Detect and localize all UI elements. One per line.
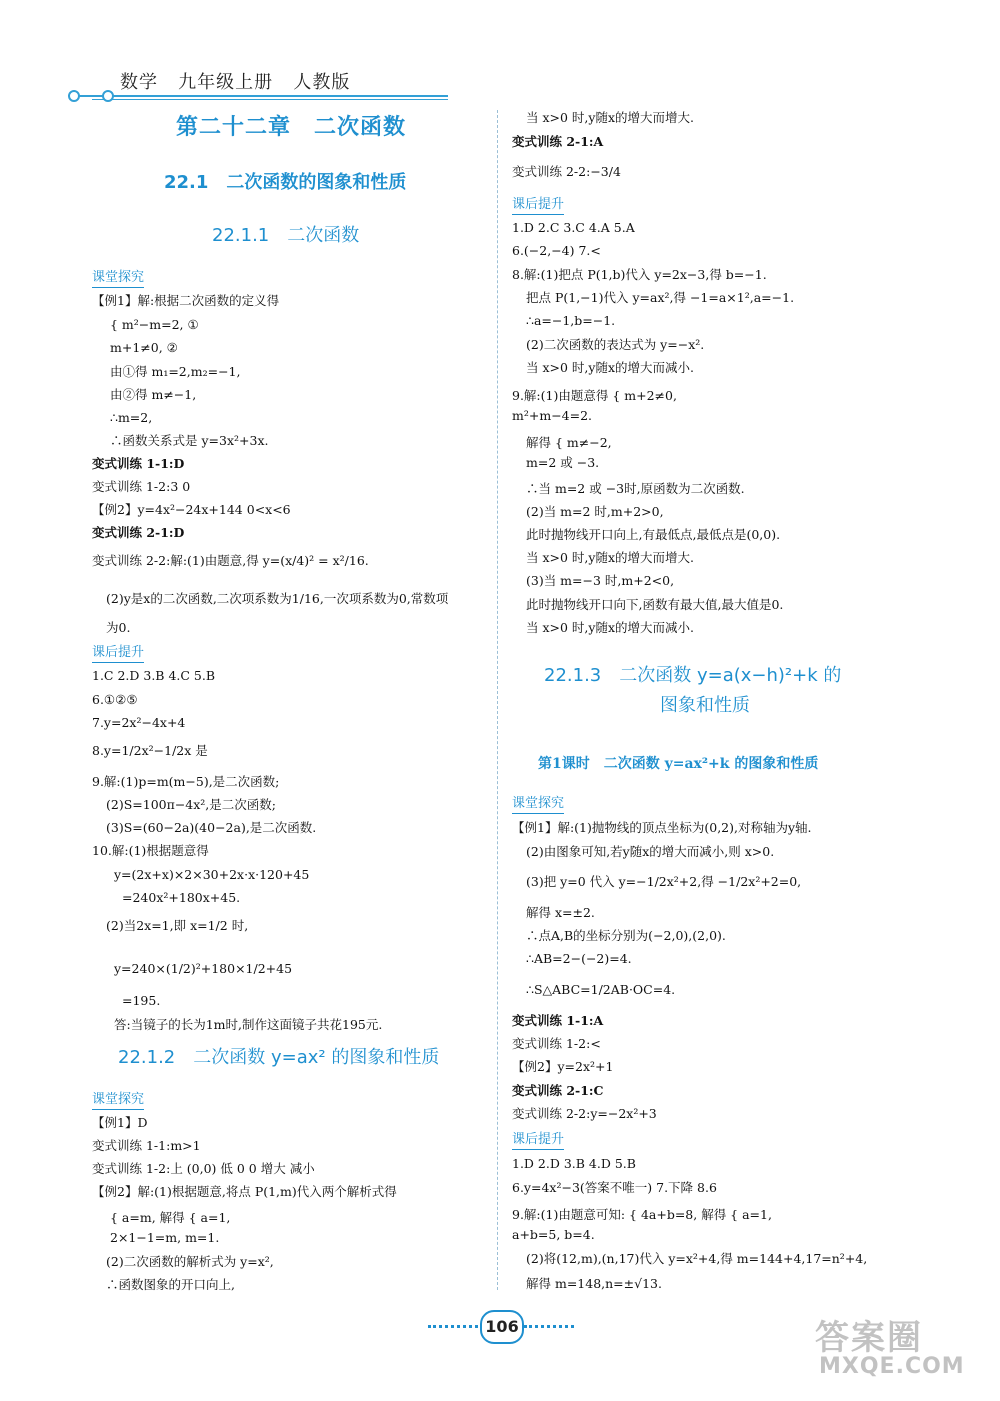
text-line: { m²−m=2, ① [110,317,199,332]
header-rule-thin [92,99,448,100]
text-line: 【例1】解:根据二次函数的定义得 [92,293,280,308]
text-line: { a=m, 解得 { a=1, [110,1210,231,1225]
text-line: 此时抛物线开口向下,函数有最大值,最大值是0. [526,597,784,612]
text-line: 变式训练 2-1:D [92,525,185,540]
text-line: 由②得 m≠−1, [110,387,197,402]
text-line: 变式训练 1-1:A [512,1013,604,1028]
section-title: 22.1 二次函数的图象和性质 [164,172,407,193]
text-line: 【例2】解:(1)根据题意,将点 P(1,m)代入两个解析式得 [92,1184,397,1199]
text-line: ∴当 m=2 或 −3时,原函数为二次函数. [526,481,745,496]
text-line: (2)S=100π−4x²,是二次函数; [106,797,276,812]
text-line: y=240×(1/2)²+180×1/2+45 [114,961,293,976]
text-line: 变式训练 1-1:D [92,456,185,471]
text-line: ∴函数图象的开口向上, [106,1277,235,1292]
text-line: (3)当 m=−3 时,m+2<0, [526,573,675,588]
tag-after-class: 课后提升 [92,645,144,663]
footer-dots [428,1325,478,1328]
tag-after-class: 课后提升 [512,197,564,215]
page-number: 106 [480,1310,524,1344]
text-line: 6.①②⑤ [92,692,138,707]
text-line: 当 x>0 时,y随x的增大而减小. [526,360,694,375]
text-line: 变式训练 2-2:−3/4 [512,164,621,179]
text-line: 8.y=1/2x²−1/2x 是 [92,743,208,758]
text-line: ∴S△ABC=1/2AB·OC=4. [526,982,676,997]
text-line: 【例2】y=2x²+1 [512,1059,614,1074]
text-line: 9.解:(1)由题意得 { m+2≠0, [512,388,677,403]
text-line: 解得 x=±2. [526,905,595,920]
chapter-title: 第二十二章 二次函数 [176,115,407,140]
tag-classroom: 课堂探究 [92,1092,144,1110]
text-line: 变式训练 1-2:< [512,1036,601,1051]
subsection-title: 22.1.1 二次函数 [212,225,360,246]
text-line: 10.解:(1)根据题意得 [92,843,209,858]
text-line: 由①得 m₁=2,m₂=−1, [110,364,241,379]
text-line: ∴点A,B的坐标分别为(−2,0),(2,0). [526,928,726,943]
text-line: 6.y=4x²−3(答案不唯一) 7.下降 8.6 [512,1180,717,1195]
text-line: 当 x>0 时,y随x的增大而减小. [526,620,694,635]
header-dot-icon [68,90,80,102]
text-line: (2)将(12,m),(n,17)代入 y=x²+4,得 m=144+4,17=n²+4, [526,1251,868,1266]
text-line: 【例1】D [92,1115,148,1130]
tag-after-class: 课后提升 [512,1132,564,1150]
text-line: =195. [122,993,161,1008]
text-line: 为0. [106,620,131,635]
text-line: (2)二次函数的表达式为 y=−x². [526,337,705,352]
text-line: (2)当2x=1,即 x=1/2 时, [106,918,249,933]
text-line: 8.解:(1)把点 P(1,b)代入 y=2x−3,得 b=−1. [512,267,767,282]
text-line: ∴a=−1,b=−1. [526,313,616,328]
text-line: 当 x>0 时,y随x的增大而增大. [526,110,694,125]
text-line: 2×1−1=m, m=1. [110,1230,220,1245]
text-line: 变式训练 1-2:3 0 [92,479,191,494]
text-line: 9.解:(1)p=m(m−5),是二次函数; [92,774,280,789]
text-line: m+1≠0, ② [110,340,178,355]
text-line: 解得 m=148,n=±√13. [526,1276,662,1291]
subsection2-title: 22.1.2 二次函数 y=ax² 的图象和性质 [118,1047,440,1068]
text-line: (2)当 m=2 时,m+2>0, [526,504,664,519]
subsection3-title: 22.1.3 二次函数 y=a(x−h)²+k 的 [544,665,842,686]
text-line: ∴AB=2−(−2)=4. [526,951,632,966]
column-divider [497,110,498,1290]
text-line: m²+m−4=2. [512,408,593,423]
text-line: 【例1】解:(1)抛物线的顶点坐标为(0,2),对称轴为y轴. [512,820,812,835]
text-line: 变式训练 1-2:上 (0,0) 低 0 0 增大 减小 [92,1161,315,1176]
text-line: a+b=5, b=4. [512,1227,595,1242]
text-line: 9.解:(1)由题意可知: { 4a+b=8, 解得 { a=1, [512,1207,772,1222]
header-dot-icon [102,90,114,102]
text-line: 1.C 2.D 3.B 4.C 5.B [92,668,216,683]
text-line: y=(2x+x)×2×30+2x·x·120+45 [114,867,310,882]
text-line: 当 x>0 时,y随x的增大而增大. [526,550,694,565]
text-line: 7.y=2x²−4x+4 [92,715,186,730]
text-line: 变式训练 2-2:解:(1)由题意,得 y=(x/4)² = x²/16. [92,553,369,568]
text-line: 变式训练 1-1:m>1 [92,1138,201,1153]
text-line: (2)y是x的二次函数,二次项系数为1/16,一次项系数为0,常数项 [106,591,449,606]
text-line: ∴函数关系式是 y=3x²+3x. [110,433,269,448]
footer-dots [524,1325,574,1328]
text-line: (3)把 y=0 代入 y=−1/2x²+2,得 −1/2x²+2=0, [526,874,802,889]
watermark-line1: 答案圈 [815,1318,923,1358]
text-line: 变式训练 2-1:A [512,134,604,149]
text-line: 此时抛物线开口向上,有最低点,最低点是(0,0). [526,527,781,542]
text-line: 变式训练 2-1:C [512,1083,604,1098]
text-line: 把点 P(1,−1)代入 y=ax²,得 −1=a×1²,a=−1. [526,290,795,305]
text-line: =240x²+180x+45. [122,890,241,905]
lesson-title: 第1课时 二次函数 y=ax²+k 的图象和性质 [538,756,819,772]
text-line: (3)S=(60−2a)(40−2a),是二次函数. [106,820,317,835]
text-line: 1.D 2.C 3.C 4.A 5.A [512,220,635,235]
page-header [72,60,452,110]
text-line: 1.D 2.D 3.B 4.D 5.B [512,1156,636,1171]
text-line: 解得 { m≠−2, [526,435,612,450]
header-rule [72,95,448,97]
watermark-logo [815,1310,965,1379]
text-line: 6.(−2,−4) 7.< [512,243,601,258]
tag-classroom: 课堂探究 [92,270,144,288]
text-line: 【例2】y=4x²−24x+144 0<x<6 [92,502,291,517]
text-line: 答:当镜子的长为1m时,制作这面镜子共花195元. [114,1017,383,1032]
text-line: 变式训练 2-2:y=−2x²+3 [512,1106,657,1121]
text-line: (2)二次函数的解析式为 y=x², [106,1254,274,1269]
header-text: 数学 九年级上册 人教版 [120,72,351,93]
subsection3-title-line2: 图象和性质 [660,695,750,716]
tag-classroom: 课堂探究 [512,796,564,814]
text-line: ∴m=2, [110,410,153,425]
text-line: (2)由图象可知,若y随x的增大而减小,则 x>0. [526,844,775,859]
watermark-line2: MXQE.COM [819,1354,965,1379]
text-line: m=2 或 −3. [526,455,600,470]
